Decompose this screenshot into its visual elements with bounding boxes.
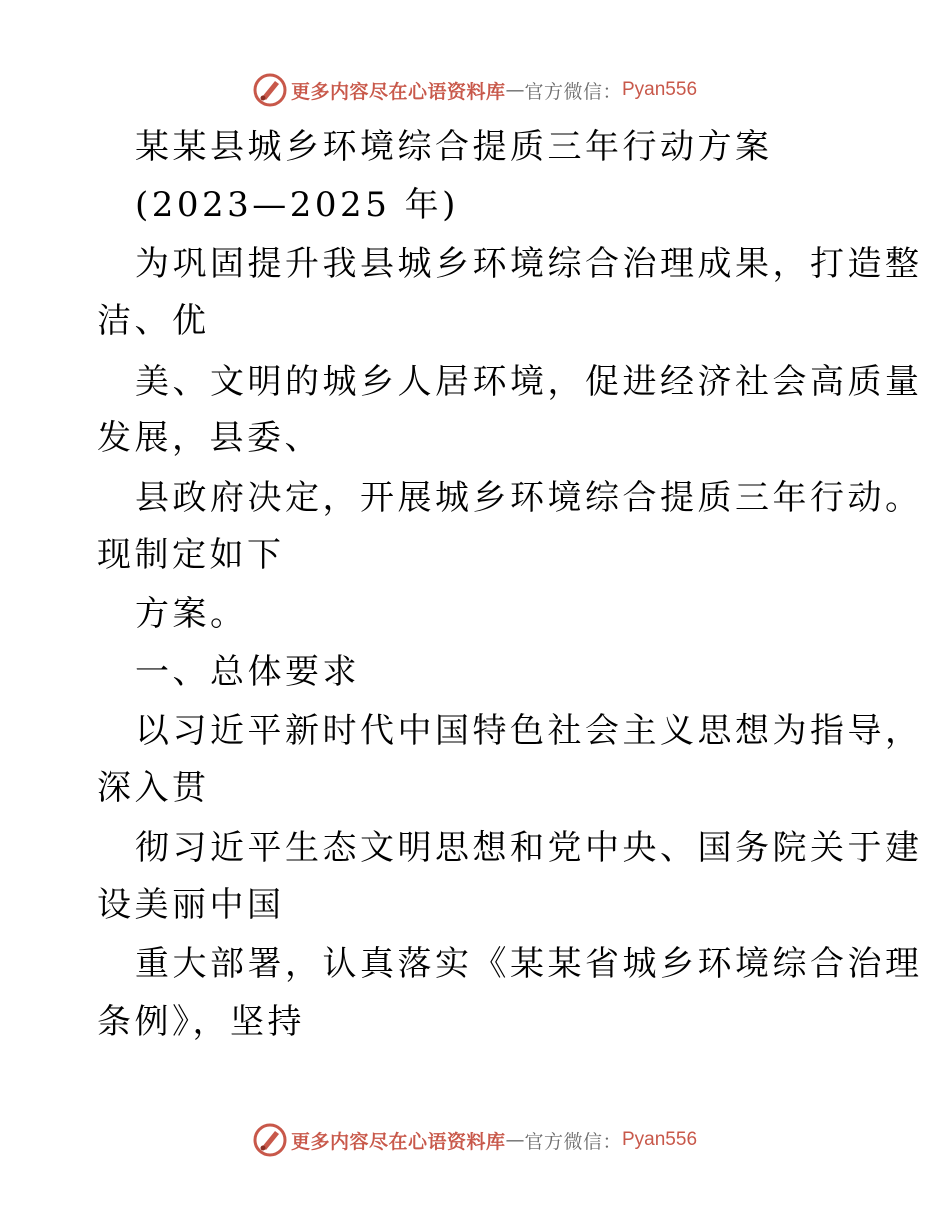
brand-logo-icon <box>253 73 287 107</box>
paragraph-line: 美、文明的城乡人居环境，促进经济社会高质量 <box>135 362 923 402</box>
document-subtitle: (2023—2025 年) <box>135 185 459 225</box>
watermark-separator: — <box>505 1129 525 1151</box>
paragraph-line: 现制定如下 <box>97 535 285 575</box>
paragraph-line: 设美丽中国 <box>97 885 285 925</box>
paragraph-line: 为巩固提升我县城乡环境综合治理成果，打造整 <box>135 244 923 284</box>
watermark-wechat-id: Pyan556 <box>622 79 698 100</box>
paragraph-line: 深入贯 <box>97 768 210 808</box>
watermark-wechat-id: Pyan556 <box>622 1129 698 1150</box>
watermark-brand-text: 更多内容尽在心语资料库 <box>290 80 506 103</box>
header-watermark <box>0 70 950 110</box>
paragraph-line: 发展，县委、 <box>97 418 322 458</box>
document-title: 某某县城乡环境综合提质三年行动方案 <box>135 127 773 167</box>
paragraph-line: 方案。 <box>135 594 248 634</box>
footer-watermark <box>0 1120 950 1160</box>
paragraph-line: 条例》，坚持 <box>97 1002 305 1042</box>
brand-logo-icon <box>253 1123 287 1157</box>
watermark-brand-text: 更多内容尽在心语资料库 <box>290 1130 506 1153</box>
watermark-wechat-label: 官方微信： <box>524 1130 622 1153</box>
section-heading: 一、总体要求 <box>135 652 360 692</box>
watermark-separator: — <box>505 79 525 101</box>
paragraph-line: 以习近平新时代中国特色社会主义思想为指导， <box>135 711 923 751</box>
paragraph-line: 彻习近平生态文明思想和党中央、国务院关于建 <box>135 828 923 868</box>
paragraph-line: 重大部署，认真落实《某某省城乡环境综合治理 <box>135 944 923 984</box>
watermark-wechat-label: 官方微信： <box>524 80 622 103</box>
paragraph-line: 县政府决定，开展城乡环境综合提质三年行动。 <box>135 478 923 518</box>
paragraph-line: 洁、优 <box>97 301 210 341</box>
